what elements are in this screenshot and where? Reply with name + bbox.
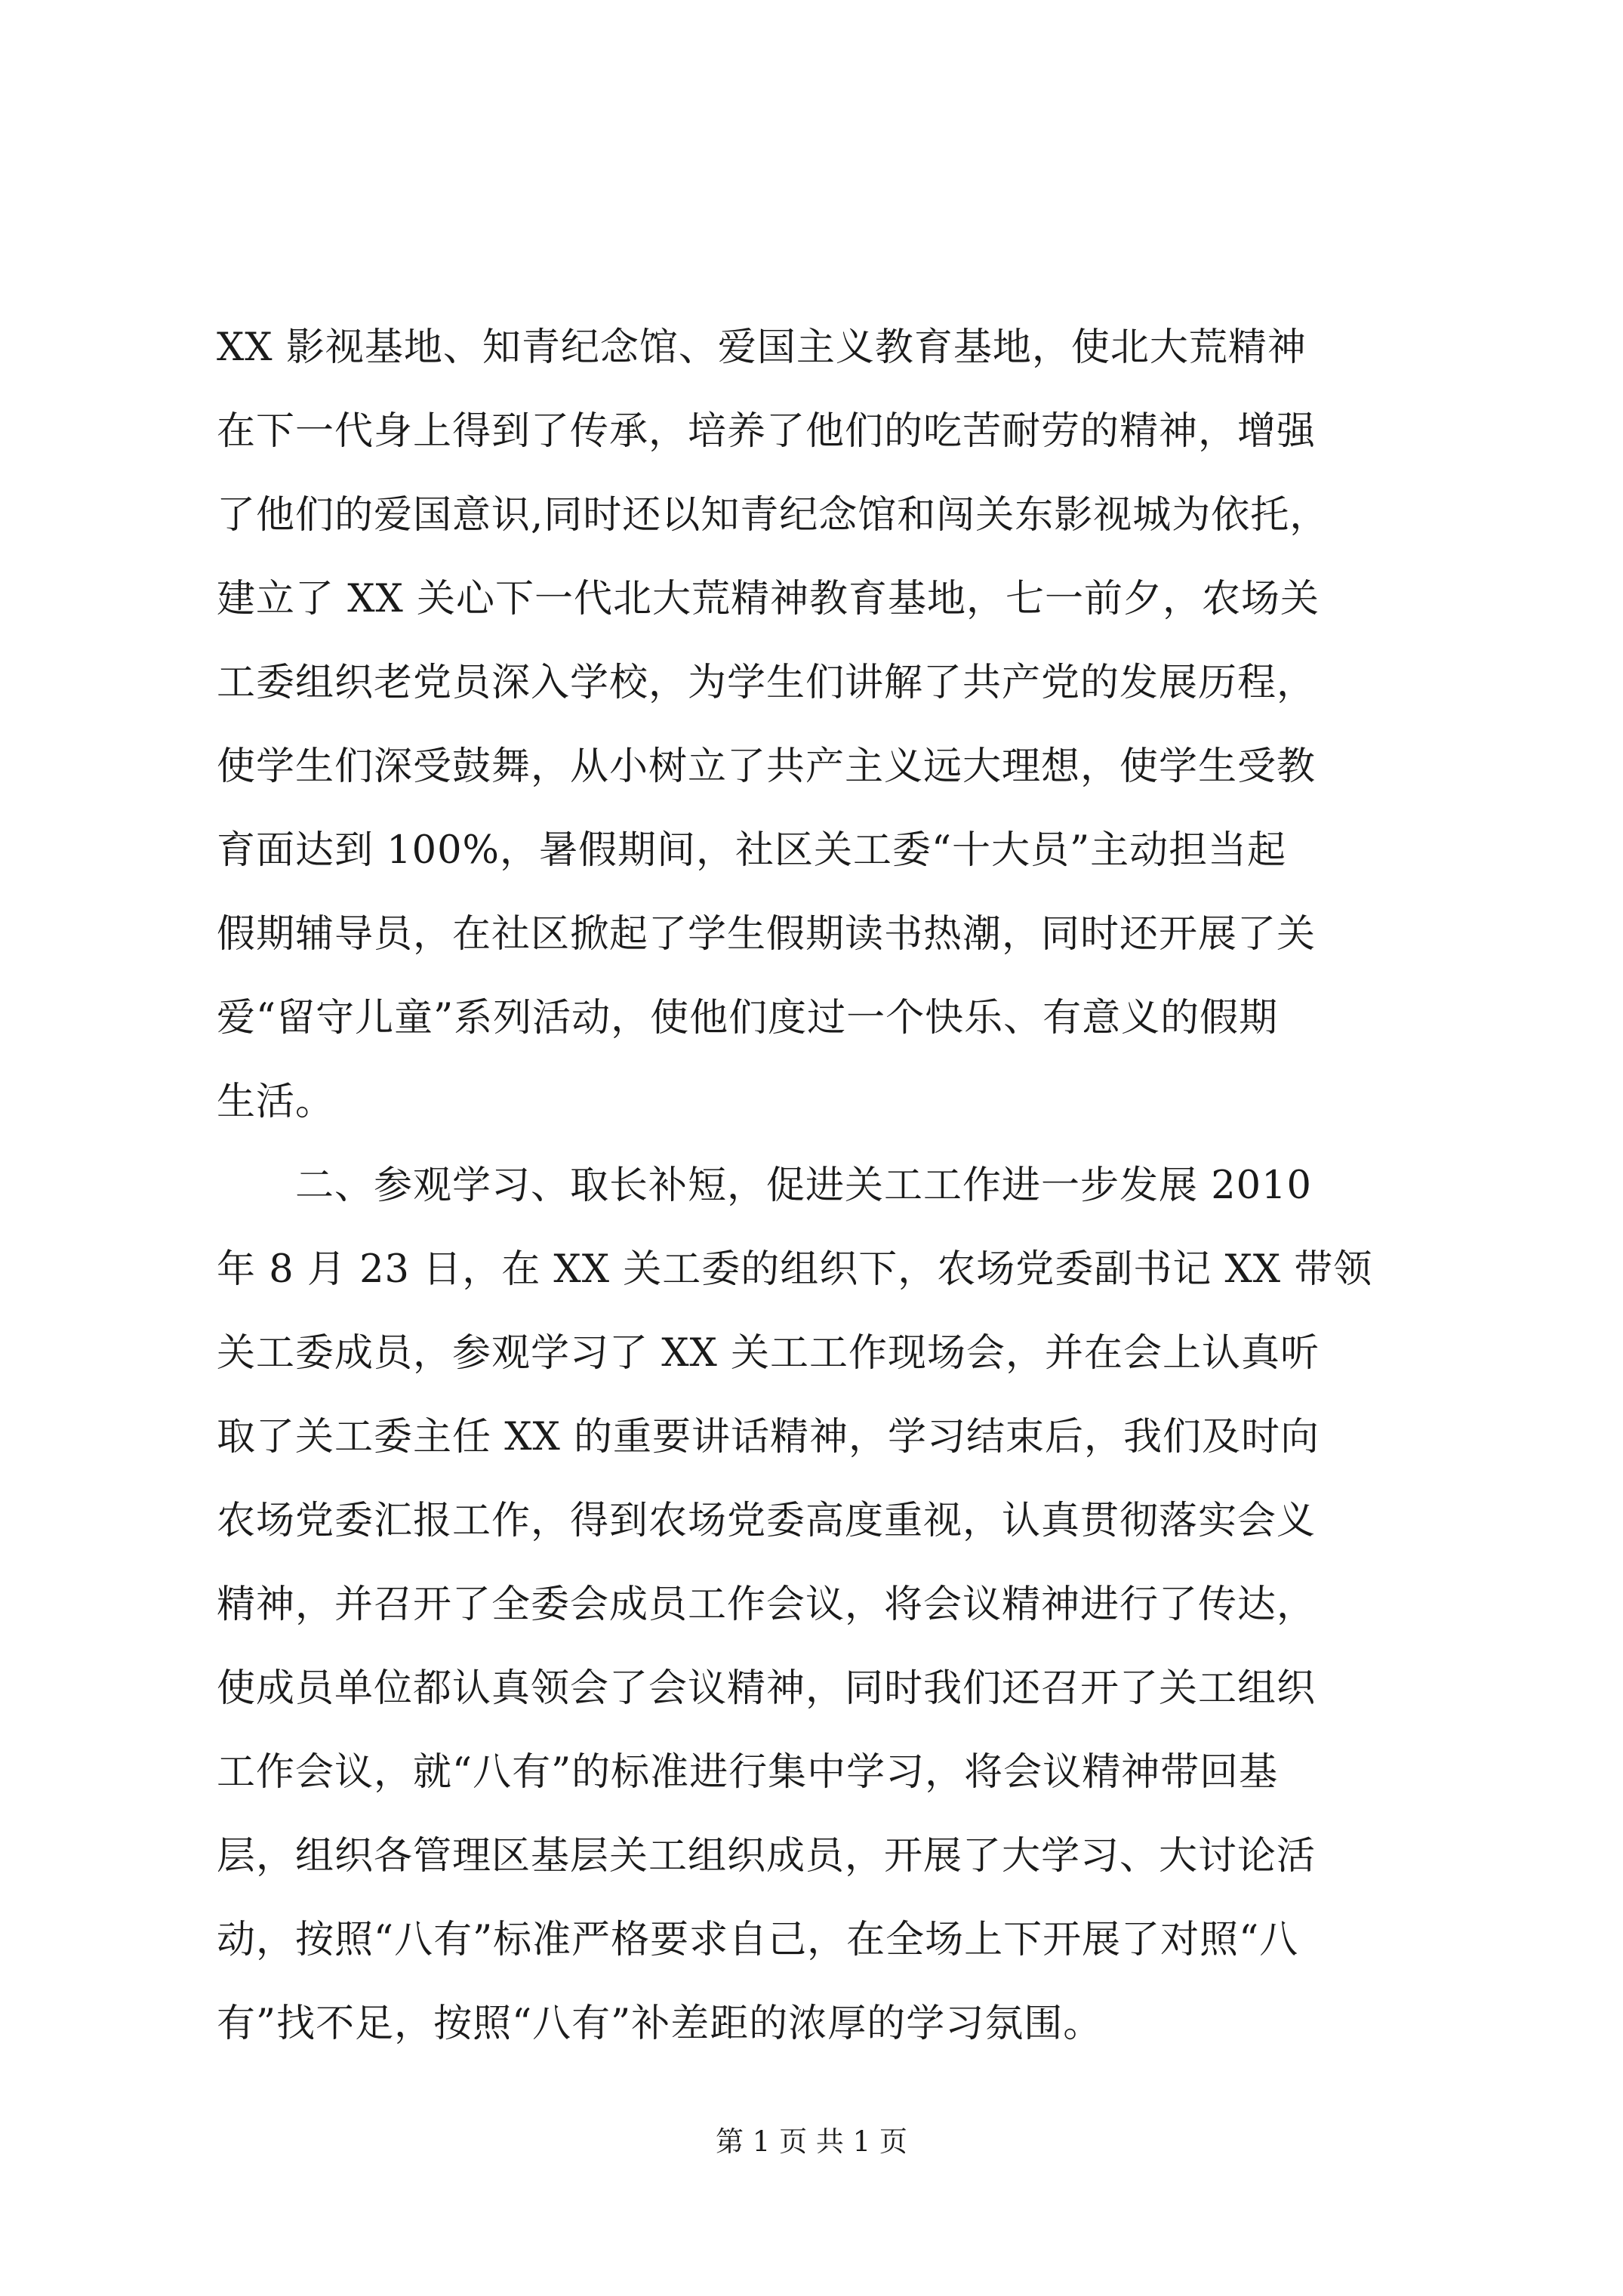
text-line: 关工委成员，参观学习了 XX 关工工作现场会，并在会上认真听: [217, 1331, 1320, 1376]
text-line: 建立了 XX 关心下一代北大荒精神教育基地，七一前夕，农场关: [217, 577, 1320, 621]
text-line: 年 8 月 23 日，在 XX 关工委的组织下，农场党委副书记 XX 带领: [217, 1247, 1373, 1292]
text-line: XX 影视基地、知青纪念馆、爱国主义教育基地，使北大荒精神: [217, 325, 1307, 370]
text-line: 有”找不足，按照“八有”补差距的浓厚的学习氛围。: [217, 2002, 1103, 2046]
text-line: 农场党委汇报工作，得到农场党委高度重视，认真贯彻落实会义: [217, 1499, 1317, 1543]
page-footer: 第 1 页 共 1 页: [716, 2125, 907, 2158]
text-line: 二、参观学习、取长补短，促进关工工作进一步发展 2010: [217, 1163, 1313, 1208]
text-line: 取了关工委主任 XX 的重要讲话精神，学习结束后，我们及时向: [217, 1415, 1320, 1459]
text-line: 使成员单位都认真领会了会议精神，同时我们还召开了关工组织: [217, 1666, 1317, 1711]
text-line: 育面达到 100%，暑假期间，社区关工委“十大员”主动担当起: [217, 828, 1287, 873]
text-line: 使学生们深受鼓舞，从小树立了共产主义远大理想，使学生受教: [217, 744, 1317, 789]
text-line: 在下一代身上得到了传承，培养了他们的吃苦耐劳的精神，增强: [217, 409, 1317, 454]
text-line: 工作会议，就“八有”的标准进行集中学习，将会议精神带回基: [217, 1750, 1279, 1795]
text-line: 精神，并召开了全委会成员工作会议，将会议精神进行了传达，: [217, 1583, 1317, 1627]
text-line: 动，按照“八有”标准严格要求自己，在全场上下开展了对照“八: [217, 1918, 1299, 1962]
text-line: 假期辅导员，在社区掀起了学生假期读书热潮，同时还开展了关: [217, 912, 1317, 957]
text-line: 层，组织各管理区基层关工组织成员，开展了大学习、大讨论活: [217, 1834, 1317, 1878]
text-line: 生活。: [217, 1080, 335, 1124]
text-line: 爱“留守儿童”系列活动，使他们度过一个快乐、有意义的假期: [217, 996, 1279, 1040]
body-text: [217, 306, 1470, 2066]
text-line: 工委组织老党员深入学校，为学生们讲解了共产党的发展历程，: [217, 661, 1317, 705]
text-line: 了他们的爱国意识,同时还以知青纪念馆和闯关东影视城为依托，: [217, 493, 1329, 538]
